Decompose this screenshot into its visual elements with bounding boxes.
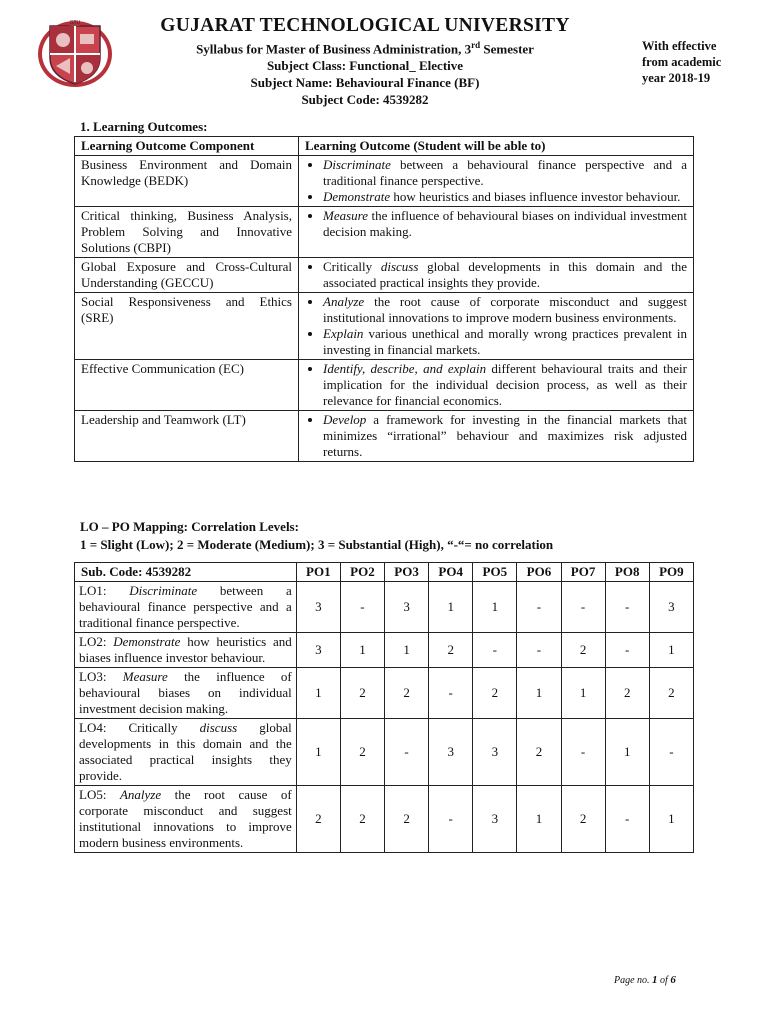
- po-value: 2: [340, 719, 384, 786]
- po-header: PO9: [649, 563, 693, 582]
- learning-outcomes-table: [74, 136, 694, 462]
- po-value: -: [561, 582, 605, 633]
- po-value: -: [385, 719, 429, 786]
- po-value: 3: [385, 582, 429, 633]
- page-number: Page no. 1 of 6: [614, 974, 676, 986]
- po-header: PO3: [385, 563, 429, 582]
- po-value: 3: [296, 582, 340, 633]
- po-value: -: [429, 668, 473, 719]
- po-value: -: [649, 719, 693, 786]
- lo-description: LO4: Critically discuss global developments in this domain and the associated practical insights they provide.: [75, 719, 297, 786]
- po-value: -: [605, 582, 649, 633]
- university-logo: [36, 18, 114, 88]
- lo-component: Leadership and Teamwork (LT): [75, 411, 299, 462]
- outcome-list: [305, 157, 687, 205]
- university-title: GUJARAT TECHNOLOGICAL UNIVERSITY: [160, 15, 570, 36]
- po-header: PO8: [605, 563, 649, 582]
- po-value: -: [517, 582, 561, 633]
- lo-row: [75, 411, 694, 462]
- syllabus-line: Syllabus for Master of Business Administration, 3rd Semester: [196, 40, 534, 57]
- po-header: PO2: [340, 563, 384, 582]
- lo-row: [75, 156, 694, 207]
- outcome-list: [305, 412, 687, 460]
- lo-po-mapping-table: [74, 562, 694, 853]
- outcome-item: • Analyze the root cause of corporate misconduct and suggest institutional innovations to improve modern business environments.: [323, 294, 687, 326]
- outcome-item: • Explain various unethical and morally wrong practices prevalent in investing in financial markets.: [323, 326, 687, 358]
- po-row: [75, 582, 694, 633]
- po-value: 2: [385, 668, 429, 719]
- subject-class: Subject Class: Functional_ Elective: [266, 58, 464, 74]
- outcome-item: • Critically discuss global developments in this domain and the associated practical insights they provide.: [323, 259, 687, 291]
- outcome-list: [305, 294, 687, 358]
- svg-text:GTU: GTU: [69, 20, 81, 26]
- lo-component: Business Environment and Domain Knowledge (BEDK): [75, 156, 299, 207]
- po-value: 2: [429, 633, 473, 668]
- po-value: 3: [296, 633, 340, 668]
- po-value: 3: [649, 582, 693, 633]
- lo-outcomes: [299, 293, 694, 360]
- po-row: [75, 633, 694, 668]
- po-value: -: [517, 633, 561, 668]
- lo-outcomes: [299, 360, 694, 411]
- lo-description: LO3: Measure the influence of behavioural biases on individual investment decision making.: [75, 668, 297, 719]
- outcome-item: • Discriminate between a behavioural finance perspective and a traditional finance perspective.: [323, 157, 687, 189]
- po-value: -: [429, 786, 473, 853]
- mapping-heading: LO – PO Mapping: Correlation Levels: 1 = Slight (Low); 2 = Moderate (Medium); 3 = Substantial (High), “-“= no correlation: [80, 519, 554, 552]
- po-row: [75, 719, 694, 786]
- po-value: 2: [340, 786, 384, 853]
- po-value: 1: [649, 786, 693, 853]
- po-value: 3: [429, 719, 473, 786]
- po-value: 3: [473, 719, 517, 786]
- po-value: 2: [296, 786, 340, 853]
- sub-code-header: Sub. Code: 4539282: [75, 563, 297, 582]
- subject-code: Subject Code: 4539282: [301, 92, 429, 108]
- po-value: 1: [340, 633, 384, 668]
- po-value: 1: [605, 719, 649, 786]
- lo-component: Social Responsiveness and Ethics (SRE): [75, 293, 299, 360]
- po-value: 2: [340, 668, 384, 719]
- po-value: 1: [517, 668, 561, 719]
- po-value: 2: [385, 786, 429, 853]
- col-outcome: Learning Outcome (Student will be able to): [299, 137, 694, 156]
- po-value: 2: [561, 633, 605, 668]
- po-value: 2: [605, 668, 649, 719]
- outcome-list: [305, 208, 687, 240]
- lo-component: Critical thinking, Business Analysis, Problem Solving and Innovative Solutions (CBPI): [75, 207, 299, 258]
- outcome-item: • Measure the influence of behavioural biases on individual investment decision making.: [323, 208, 687, 240]
- lo-outcomes: [299, 411, 694, 462]
- po-value: 1: [561, 668, 605, 719]
- po-value: 1: [473, 582, 517, 633]
- po-header: PO1: [296, 563, 340, 582]
- po-value: 2: [473, 668, 517, 719]
- po-value: 1: [649, 633, 693, 668]
- lo-row: [75, 293, 694, 360]
- outcome-list: [305, 361, 687, 409]
- po-value: 1: [385, 633, 429, 668]
- po-value: 2: [561, 786, 605, 853]
- po-value: 2: [517, 719, 561, 786]
- po-row: [75, 786, 694, 853]
- po-value: 2: [649, 668, 693, 719]
- lo-outcomes: [299, 258, 694, 293]
- subject-name: Subject Name: Behavioural Finance (BF): [250, 75, 480, 91]
- outcome-list: [305, 259, 687, 291]
- lo-description: LO1: Discriminate between a behavioural finance perspective and a traditional finance perspective.: [75, 582, 297, 633]
- outcome-item: • Develop a framework for investing in the financial markets that minimizes “irrational” behaviour and maximizes risk adjusted returns.: [323, 412, 687, 460]
- po-header: PO5: [473, 563, 517, 582]
- po-header: PO7: [561, 563, 605, 582]
- lo-row: [75, 207, 694, 258]
- po-value: 1: [296, 668, 340, 719]
- lo-component: Effective Communication (EC): [75, 360, 299, 411]
- po-header: PO4: [429, 563, 473, 582]
- po-value: 3: [473, 786, 517, 853]
- lo-row: [75, 258, 694, 293]
- po-value: -: [340, 582, 384, 633]
- col-component: Learning Outcome Component: [75, 137, 299, 156]
- lo-outcomes: [299, 156, 694, 207]
- po-value: -: [473, 633, 517, 668]
- lo-component: Global Exposure and Cross-Cultural Understanding (GECCU): [75, 258, 299, 293]
- lo-row: [75, 360, 694, 411]
- lo-description: LO2: Demonstrate how heuristics and biases influence investor behaviour.: [75, 633, 297, 668]
- po-header: PO6: [517, 563, 561, 582]
- po-value: -: [605, 786, 649, 853]
- outcome-item: • Demonstrate how heuristics and biases influence investor behaviour.: [323, 189, 687, 205]
- lo-outcomes: [299, 207, 694, 258]
- po-row: [75, 668, 694, 719]
- effective-note: With effective from academic year 2018-19: [642, 39, 722, 85]
- correlation-legend: 1 = Slight (Low); 2 = Moderate (Medium); 3 = Substantial (High), “-“= no correlation: [80, 537, 554, 552]
- outcome-item: • Identify, describe, and explain different behavioural traits and their implication for the individual decision process, as well as their relevance for financial economics.: [323, 361, 687, 409]
- learning-outcomes-heading: 1. Learning Outcomes:: [80, 119, 208, 134]
- po-value: 1: [296, 719, 340, 786]
- po-value: 1: [429, 582, 473, 633]
- lo-description: LO5: Analyze the root cause of corporate misconduct and suggest institutional innovations to improve modern business environments.: [75, 786, 297, 853]
- po-value: 1: [517, 786, 561, 853]
- po-value: -: [605, 633, 649, 668]
- po-value: -: [561, 719, 605, 786]
- document-header: [140, 14, 590, 108]
